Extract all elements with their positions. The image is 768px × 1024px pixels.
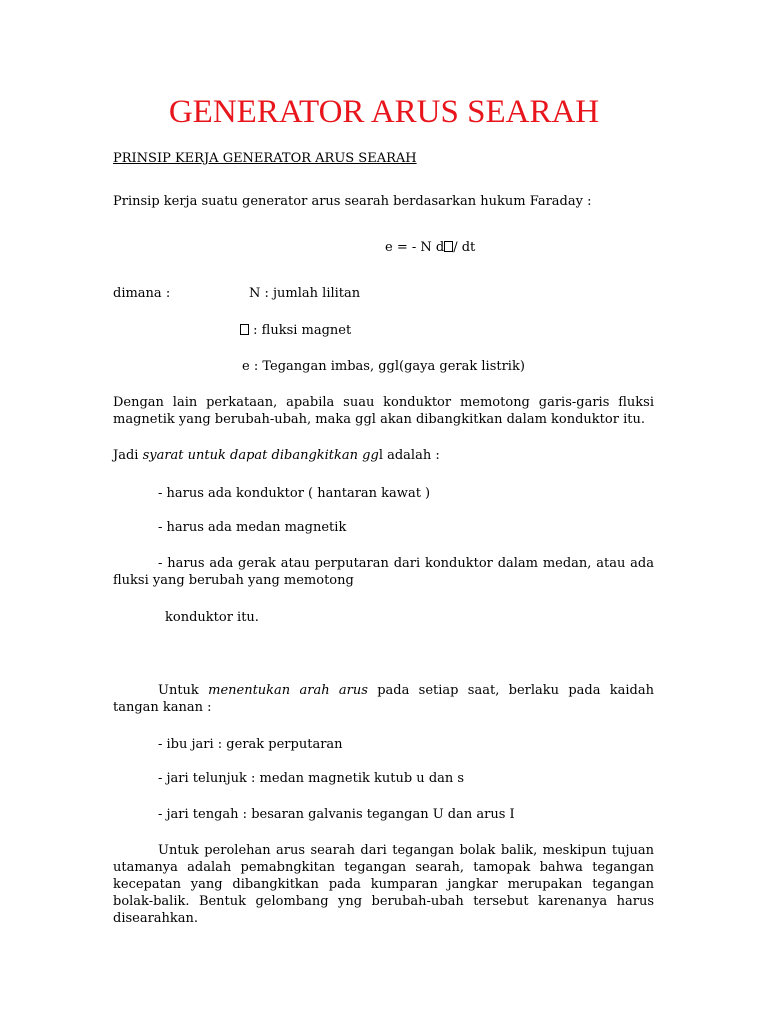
paragraph: Untuk perolehan arus searah dari tegangan bolak balik, meskipun tujuan utamanya adalah pemabngkitan tegangan searah, tamopak bahwa tegangan kecepatan yang dibangkitkan pada kumparan jangkar merupakan tegangan bolak-balik. Bentuk gelombang yng berubah-ubah tersebut karenanya harus disearahkan. [113, 843, 654, 926]
paragraph: Dengan lain perkataan, apabila suau konduktor memotong garis-garis fluksi magnetik yang berubah-ubah, maka ggl akan dibangkitkan dalam konduktor itu. [113, 395, 654, 427]
formula [385, 239, 475, 256]
definition-text: : fluksi magnet [249, 323, 352, 338]
definition-item [242, 358, 525, 375]
direction-intro-post: pada setiap saat, berlaku pada kaidah tangan kanan : [113, 683, 655, 715]
intro-text: Prinsip kerja suatu generator arus searah berdasarkan hukum Faraday : [113, 194, 592, 209]
requirements-intro-post: l adalah : [378, 448, 440, 463]
where-label: dimana : [113, 286, 171, 301]
definition-item [240, 322, 351, 339]
document-title: GENERATOR ARUS SEARAH [168, 94, 600, 130]
formula-right: / dt [453, 240, 476, 255]
hand-rule-item: - jari tengah : besaran galvanis tegangan U dan arus I [158, 807, 515, 822]
definition-symbol: e [242, 359, 250, 374]
direction-intro [113, 682, 654, 716]
requirements-intro-pre: Jadi [113, 448, 143, 463]
flux-symbol-icon [240, 324, 249, 335]
direction-intro-pre: Untuk [158, 683, 209, 698]
definition-text: : jumlah lilitan [260, 286, 361, 301]
definition-symbol: N [249, 286, 261, 301]
requirement-item: - harus ada gerak atau perputaran dari konduktor dalam medan, atau ada fluksi yang berubah yang memotong [113, 556, 654, 588]
definition-text: : Tegangan imbas, ggl(gaya gerak listrik) [249, 359, 525, 374]
requirements-intro [113, 447, 440, 464]
requirement-item: - harus ada konduktor ( hantaran kawat ) [158, 486, 431, 501]
definition-item [249, 285, 360, 302]
formula-left: e = - N d [385, 240, 445, 255]
requirement-tail: konduktor itu. [165, 610, 259, 625]
section-heading: PRINSIP KERJA GENERATOR ARUS SEARAH [113, 151, 417, 166]
direction-intro-italic: menentukan arah arus [208, 683, 368, 698]
hand-rule-item: - ibu jari : gerak perputaran [158, 737, 343, 752]
flux-symbol-icon [444, 241, 453, 252]
requirements-intro-italic: syarat untuk dapat dibangkitkan gg [142, 448, 379, 463]
hand-rule-item: - jari telunjuk : medan magnetik kutub u dan s [158, 771, 465, 786]
requirement-item: - harus ada medan magnetik [158, 520, 347, 535]
